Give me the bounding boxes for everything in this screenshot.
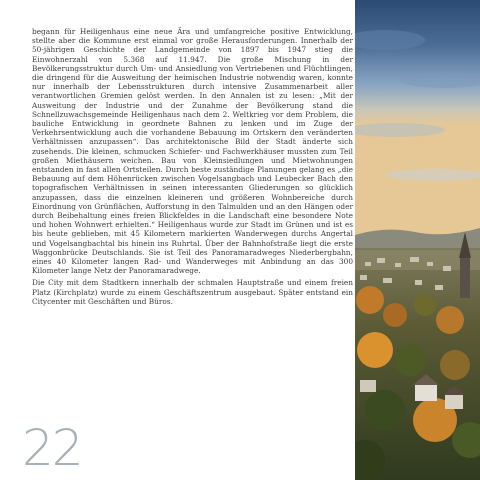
page-number: 22 [22,419,82,477]
paragraph: begann für Heiligenhaus eine neue Ära und umfangreiche positive Entwicklung, stellte aber die Kommune erst einmal vor große Herausforderungen. Innerhalb der 50-jährigen Geschichte der Landgemeinde von 1897 bis 1947 stieg die Einwohnerzahl von 5.368 auf 11.947. Die große Mischung in der Bevölkerungsstruktur durch Um- und Ansiedlung von Vertriebenen und Flüchtlingen, die dringend für die Ausweitung der heimischen Industrie notwendig waren, konnte nur innerhalb der Lebensstrukturen durch intensive Zusammenarbeit aller verantwortlichen Gremien gelöst werden. In den Annalen ist zu lesen: „Mit der Ausweitung der Industrie und der Zunahme der Bevölkerung stand die Schnellzuwachsgemeinde Heiligenhaus nach dem 2. Weltkrieg vor dem Problem, die bauliche Entwicklung in geordnete Bahnen zu lenken und im Zuge der Verkehrsentwicklung auch die vorhandene Bebauung im Ortskern den veränderten Verhältnissen anzupassen“. Das architektonische Bild der Stadt änderte sich zusehends. Die kleinen, schmucken Schiefer- und Fachwerkhäuser mussten zum Teil großen Miethäusern weichen. Bau von Kleinsiedlungen und Mietwohnungen entstanden in fast allen Ortsteilen. Durch beste zuständige Planungen gelang es „die Bebauung auf dem Höhenrücken zwischen Vogelsangbach und Leubecker Bach den topografischen Verhältnissen in seinen interessanten Gliederungen so glücklich anzupassen, dass die einzelnen kleineren und größeren Wohnbereiche durch Einordnung von Grünflächen, Aufforstung in den Talmulden und an den Hängen oder durch Beibehaltung eines freien Blickfeldes in die Landschaft eine besondere Note und hohen Wohnwert erhielten.“ Heiligenhaus wurde zur Stadt im Grünen und ist es bis heute geblieben, mit 45 Kilometern markierten Wanderwegen durchs Angertal und Vogelsangbachtal bis hinein ins Ruhrtal. Über der Bahnhofstraße liegt die erste Waggonbrücke Deutschlands. Sie ist Teil des Panoramaradweges Niederbergbahn, eines 40 Kilometer langen Rad- und Wanderweges mit Anbindung an das 300 Kilometer lange Netz der Panoramaradwege. [32,27,353,276]
paragraph: Die City mit dem Stadtkern innerhalb der schmalen Hauptstraße und einem freien Platz (Kirchplatz) wurde zu einem Geschäftszentrum ausgebaut. Später entstand ein Citycenter mit Geschäften und Büros. [32,278,353,306]
body-text [32,27,353,306]
aerial-town-photo [355,0,480,480]
